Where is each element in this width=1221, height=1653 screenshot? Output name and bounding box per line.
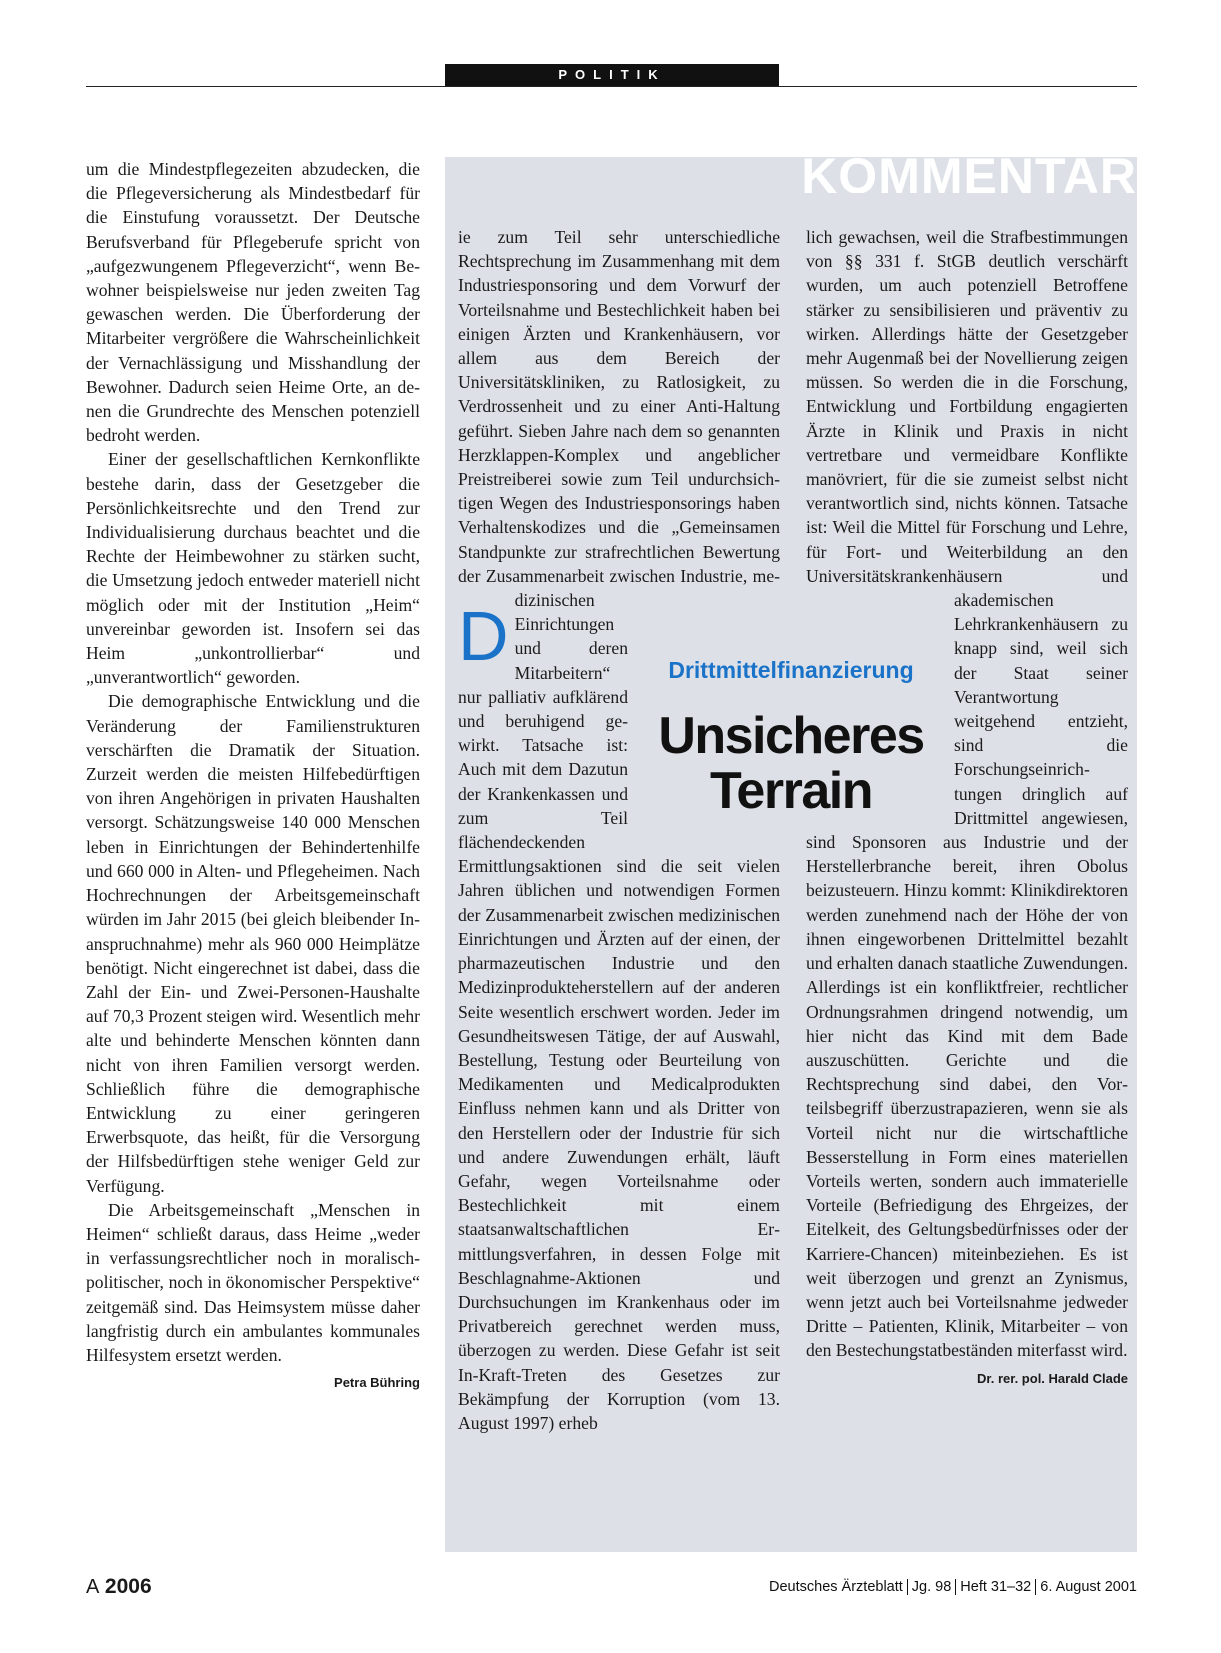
header-rule	[86, 86, 1137, 87]
comment-text-middle: D ie zum Teil sehr unterschiedliche Rechtsprechung im Zusammenhang mit dem Industriesponsoring und dem Vorwurf der Vorteilsnahme und Bestechlichkeit haben bei einigen Ärzten und Krankenhäusern, vor allem aus dem Bereich der Universitätskliniken, zu Ratlosigkeit, zu Verdrossenheit und zu einer Anti-Haltung geführt. Sieben Jahre nach dem so genannten Herzklappen-Komplex und angeblicher Preistreiberei sowie zum Teil undurchsichtigen Wegen des Industriesponsorings haben Verhaltenskodizes und die „Gemeinsamen Standpunkte zur strafrechtlichen Bewertung der Zusammenarbeit zwischen Industrie, medizinischen Einrichtungen und deren Mitarbeitern“ nur palliativ aufklärend und beruhigend gewirkt. Tatsache ist: Auch mit dem Dazutun der Krankenkassen und zum Teil flächendeckenden Ermittlungsaktionen sind die seit vielen Jahren üblichen und notwendigen Formen der Zusammenarbeit zwischen medizinischen Einrichtungen und Ärzten auf der einen, der pharmazeutischen Industrie und den Medizinprodukteherstellern auf der anderen Seite wesentlich erschwert worden. Jeder im Gesundheitswesen Tätige, der auf Auswahl, Bestellung, Testung oder Beurteilung von Medikamenten und Medicalprodukten Einfluss nehmen kann und als Dritter von den Herstellern oder der Industrie für sich und andere Zuwendungen erhält, läuft Gefahr, wegen Vorteilsnahme oder Bestechlichkeit mit einem staatsanwaltschaftlichen Ermittlungsverfahren, in dessen Folge mit Beschlagnahme-Aktionen und Durchsuchungen im Krankenhaus oder im Privatbereich gerechnet werden muss, überzogen zu werden. Diese Gefahr ist seit In-Kraft-Treten des Gesetzes zur Bekämpfung der Korruption (vom 13. August 1997) erheb	[458, 227, 780, 1433]
paragraph: Die demographische Entwicklung und die Veränderung der Familienstrukturen verschärften die Dramatik der Situation. Zurzeit werden die meisten Hilfebedürftigen von ihren Angehörigen in privaten Haushalten versorgt. Schätzungsweise 140 000 Menschen leben in Einrichtungen der Behindertenhilfe und 660 000 in Alten- und Pflegeheimen. Nach Hochrechnungen der Arbeitsgemeinschaft würden im Jahr 2015 (bei gleich bleibender Inanspruchnahme) mehr als 960 000 Heimplätze benötigt. Nicht eingerechnet ist dabei, dass die Zahl der Ein- und Zwei-Personen-Haushalte auf 70,3 Prozent steigen wird. Wesentlich mehr alte und behinderte Menschen könnten dann nicht von ihren Familien versorgt werden. Schließlich führe die demographische Entwicklung zu einer geringeren Erwerbsquote, das heißt, für die Versorgung der Hilfsbedürftigen stehe weniger Geld zur Verfügung.	[86, 691, 420, 1196]
headline-line: Unsicheres	[658, 707, 924, 765]
volume: Jg. 98	[911, 1579, 952, 1595]
paragraph: um die Mindestpflegezeiten abzudecken, die die Pflegeversicherung als Mindestbedarf für die Einstufung voraussetzt. Der Deutsche Berufsverband für Pflegeberufe spricht von „aufgezwungenem Pflegeverzicht“, wenn Bewohner beispielsweise nur jeden zweiten Tag gewaschen werden. Die Überforderung der Mitarbeiter vergrößere die Wahrscheinlichkeit der Vernachlässigung und Misshandlung der Bewohner. Dadurch seien Heime Orte, an denen die Grundrechte des Menschen potenziell bedroht werden.	[86, 159, 420, 446]
footer-citation	[769, 1579, 1137, 1595]
comment-kicker: Drittmittelfinanzierung	[668, 657, 914, 683]
headline-line: Terrain	[710, 762, 872, 820]
journal-name: Deutsches Ärzteblatt	[769, 1579, 903, 1595]
paragraph: Die Arbeitsgemeinschaft „Menschen in Heimen“ schließt daraus, dass Heime „weder in verfassungsrechtlicher noch in moralisch-politischer, noch in ökonomischer Perspektive“ zeitgemäß sind. Das Heimsystem müsse daher langfristig durch ein ambulantes kommunales Hilfesystem ersetzt werden.	[86, 1199, 420, 1365]
left-author: Petra Bühring	[334, 1375, 420, 1391]
comment-box	[445, 151, 1137, 1552]
page-number: A 2006	[86, 1575, 152, 1598]
issue: Heft 31–32	[960, 1579, 1032, 1595]
section-label: POLITIK	[445, 64, 779, 86]
paragraph: Einer der gesellschaftlichen Kernkonflikte bestehe darin, dass der Gesetzgeber die Persönlichkeitsrechte und den Trend zur Individualisierung durchaus beachtet und die Rechte der Heimbewohner zu stärken sucht, die Umsetzung jedoch entweder materiell nicht möglich oder mit der Institution „Heim“ unvereinbar geworden ist. Insofern sei das Heim „unkontrollierbar“ und „unverantwortlich“ geworden.	[86, 449, 420, 688]
comment-headline	[647, 709, 935, 819]
comment-label: KOMMENTAR	[801, 151, 1137, 193]
comment-column-middle	[458, 225, 780, 1435]
date: 6. August 2001	[1040, 1579, 1137, 1595]
comment-text-right: lich gewachsen, weil die Strafbestimmungen von §§ 331 f. StGB deutlich verschärft wurden, um auch potenziell Betroffene stärker zu sensibilisieren und präventiv zu wirken. Allerdings hätte der Gesetzgeber mehr Augenmaß bei der Novellierung zeigen müssen. So werden die in die Forschung, Entwicklung und Fortbildung engagierten Ärzte in Klinik und Praxis in nicht vertretbare und vermeidbare Konflikte manövriert, für die sie zumeist selbst nicht verantwortlich sind, nichts können. Tatsache ist: Weil die Mittel für Forschung und Lehre, für Fort- und Weiterbildung an den Universitätskrankenhäusern und akademischen Lehrkrankenhäusern zu knapp sind, weil sich der Staat seiner Verantwortung weitgehend entzieht, sind die Forschungseinrichtungen dringlich auf Drittmittel angewiesen, sind Sponsoren aus Industrie und der Herstellerbranche bereit, ihren Obolus beizusteuern. Hinzu kommt: Klinikdirektoren werden zunehmend nach der Höhe der von ihnen eingeworbenen Drittelmittel bezahlt und erhalten danach staatliche Zuwendungen. Allerdings ist ein konfliktfreier, rechtlicher Ordnungsrahmen dringend notwendig, um hier nicht das Kind mit dem Bade auszuschütten. Gerichte und die Rechtsprechung sind dabei, den Vorteilsbegriff überzustrapazieren, wenn sie als Vorteil nicht nur die wirtschaftliche Besserstellung in Form eines materiellen Vorteils werten, sondern auch immaterielle Vorteile (Befriedigung des Ehrgeizes, der Eitelkeit, des Geltungsbedürfnisses oder der Karriere-Chancen) miteinbeziehen. Es ist weit überzogen und grenzt an Zynismus, wenn jetzt auch bei Vorteilsnahme jedweder Dritte – Patienten, Klinik, Mitarbeiter – von den Bestechungstatbeständen miterfasst wird. Dr. rer. pol. Harald Clade	[806, 225, 1128, 1363]
comment-author: Dr. rer. pol. Harald Clade	[977, 1370, 1128, 1386]
dropcap: D	[458, 597, 509, 675]
left-article-column	[86, 157, 420, 1395]
